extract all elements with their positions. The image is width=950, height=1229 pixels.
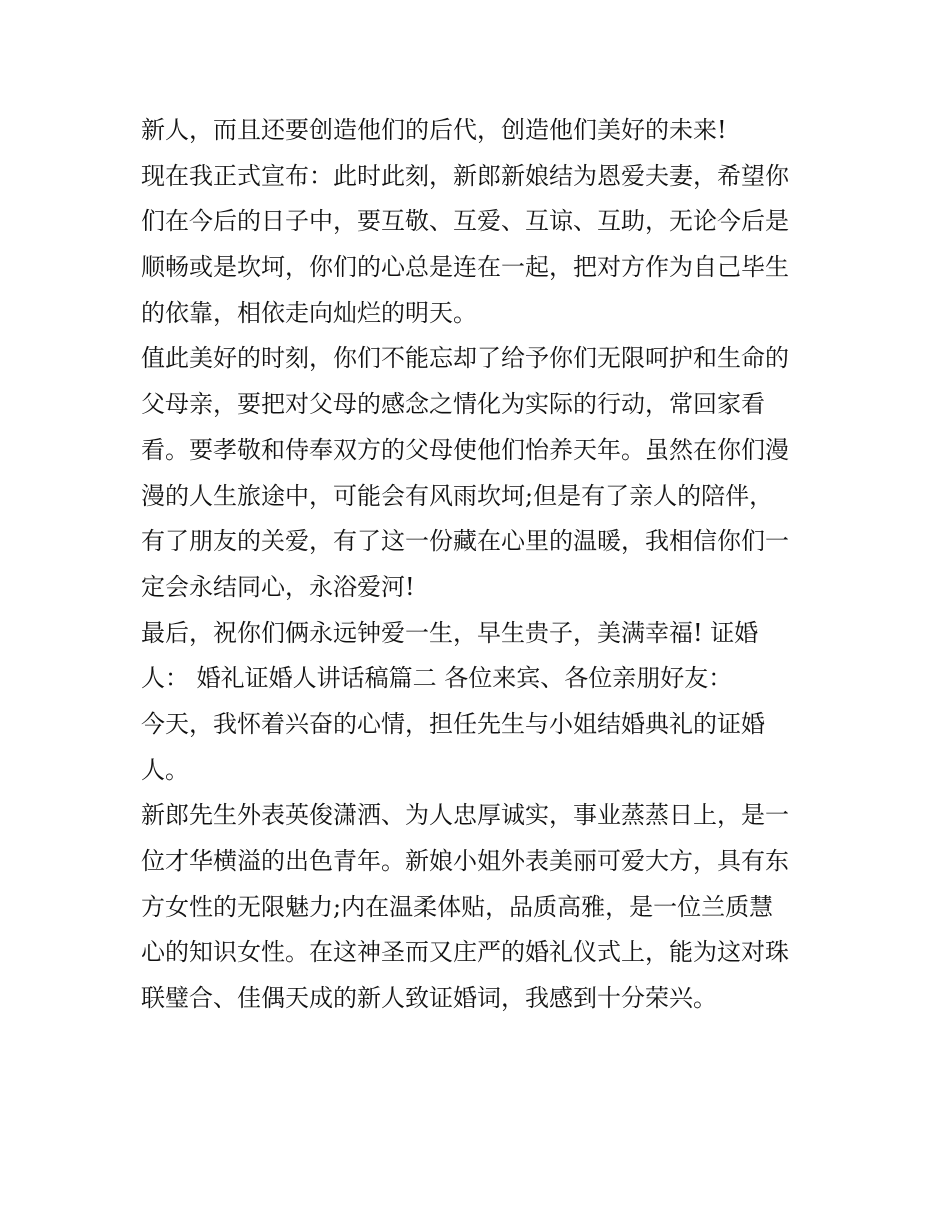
text-line: 今天，我怀着兴奋的心情，担任先生与小姐结婚典礼的证婚 [141,709,765,738]
text-line: 位才华横溢的出色青年。新娘小姐外表美丽可爱大方，具有东 [141,847,789,875]
text-line: 心的知识女性。在这神圣而又庄严的婚礼仪式上，能为这对珠 [141,938,789,967]
text-line: 值此美好的时刻，你们不能忘却了给予你们无限呵护和生命的 [141,344,789,373]
document-body [141,108,821,1022]
text-line: 父母亲，要把对父母的感念之情化为实际的行动，常回家看 [141,390,765,419]
text-line: 的依靠，相依走向灿烂的明天。 [141,298,477,327]
text-line: 现在我正式宣布：此时此刻，新郎新娘结为恩爱夫妻，希望你 [141,161,789,190]
text-line: 联璧合、佳偶天成的新人致证婚词，我感到十分荣兴。 [141,984,717,1013]
text-line: 最后，祝你们俩永远钟爱一生，早生贵子，美满幸福! 证婚 [141,618,759,647]
text-line: 人： 婚礼证婚人讲话稿篇二 各位来宾、各位亲朋好友： [141,664,733,693]
text-line: 定会永结同心，永浴爱河! [141,572,415,601]
text-line: 人。 [141,755,189,784]
text-line: 看。要孝敬和侍奉双方的父母使他们怡养天年。虽然在你们漫 [141,435,789,464]
text-line: 顺畅或是坎坷，你们的心总是连在一起，把对方作为自己毕生 [141,253,789,282]
text-line: 们在今后的日子中，要互敬、互爱、互谅、互助，无论今后是 [141,207,789,236]
text-line: 新人，而且还要创造他们的后代，创造他们美好的未来! [141,116,727,144]
text-line: 方女性的无限魅力;内在温柔体贴，品质高雅，是一位兰质慧 [141,892,774,921]
text-line: 新郎先生外表英俊潇洒、为人忠厚诚实，事业蒸蒸日上，是一 [141,801,789,830]
text-line: 有了朋友的关爱，有了这一份藏在心里的温暖，我相信你们一 [141,527,789,556]
text-line: 漫的人生旅途中，可能会有风雨坎坷;但是有了亲人的陪伴， [141,481,774,510]
